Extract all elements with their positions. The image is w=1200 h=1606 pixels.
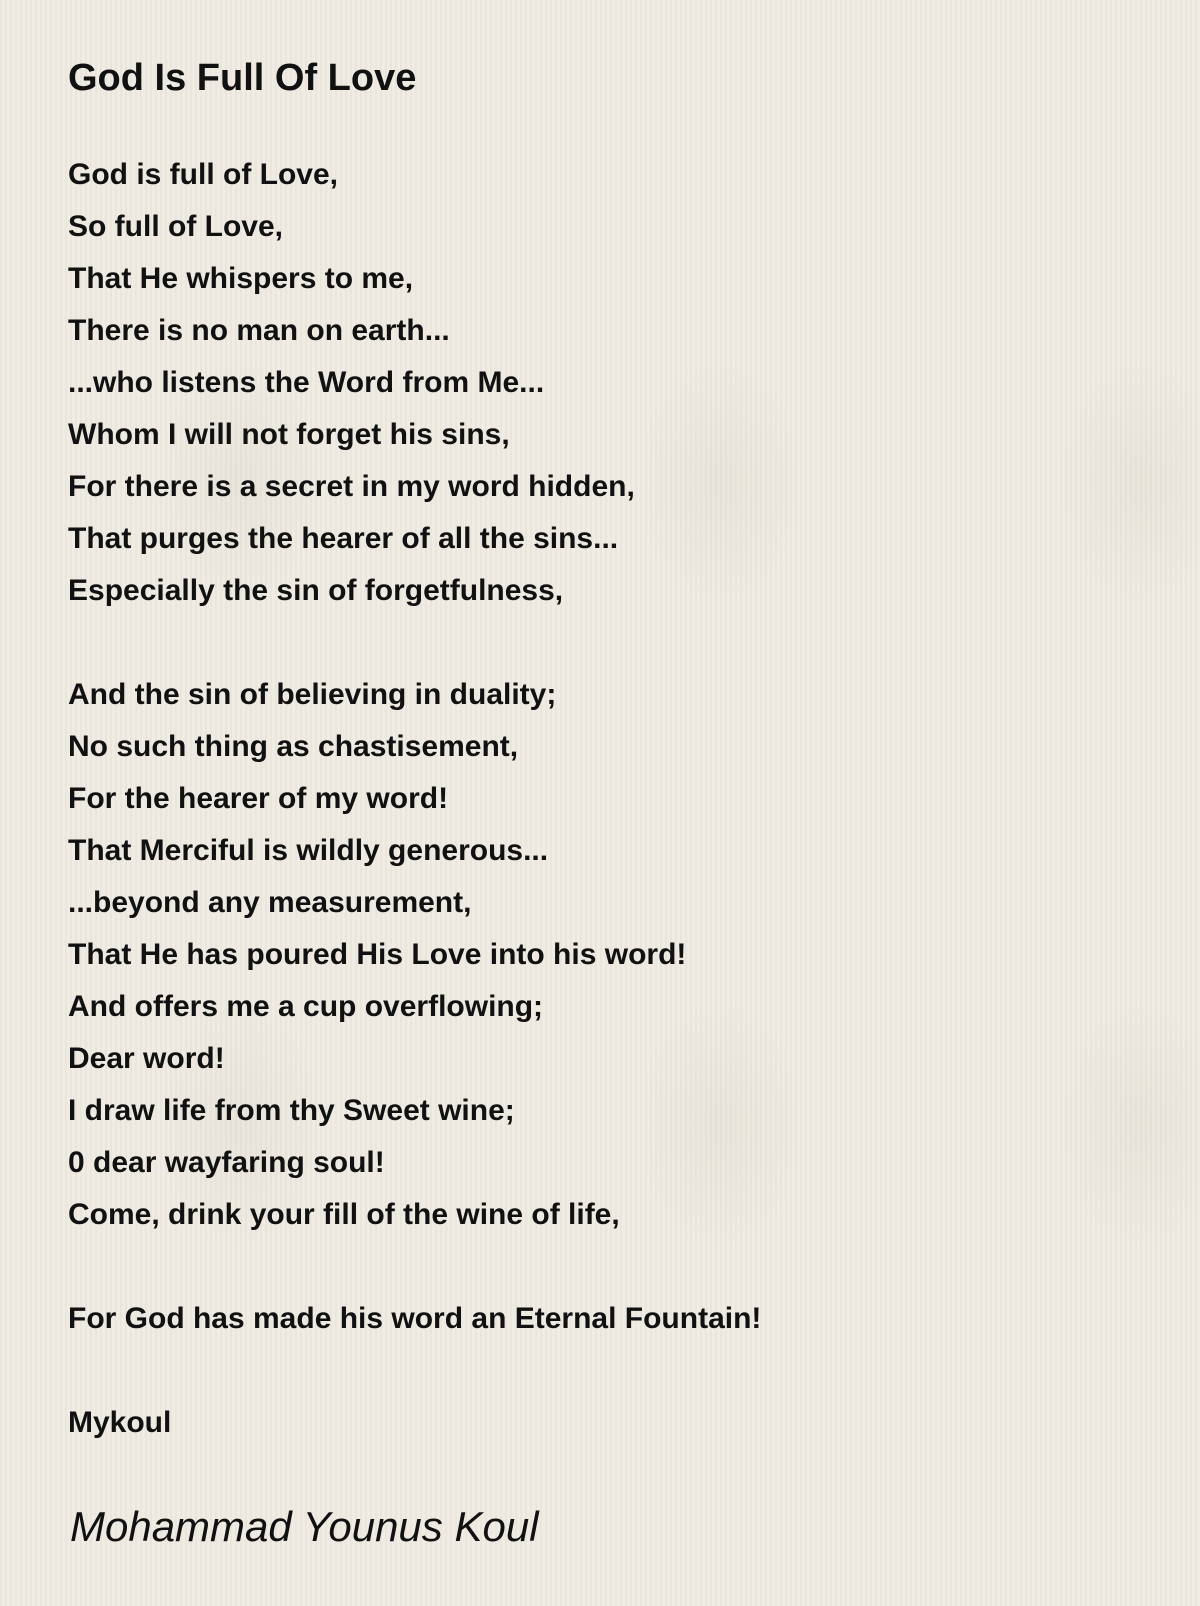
poem-line: ...who listens the Word from Me... [68,366,545,399]
poem-body [68,149,761,1449]
poem-line: ...beyond any measurement, [68,886,472,919]
poem-line: Dear word! [68,1042,225,1075]
poem-sign-off: Mykoul [68,1406,172,1439]
stanza-break [68,1345,761,1397]
poem-line: That He whispers to me, [68,262,414,295]
author-name: Mohammad Younus Koul [70,1503,539,1550]
poem-line: And the sin of believing in duality; [68,678,557,711]
stanza-break [68,617,761,669]
poem-line: That He has poured His Love into his word! [68,938,687,971]
poem-line: That Merciful is wildly generous... [68,834,549,867]
poem-line: For the hearer of my word! [68,782,449,815]
poem-line: So full of Love, [68,210,283,243]
poem-line: Come, drink your fill of the wine of life, [68,1198,620,1231]
poem-line: For God has made his word an Eternal Fountain! [68,1302,762,1335]
poem-line: Especially the sin of forgetfulness, [68,574,564,607]
poem-line: That purges the hearer of all the sins... [68,522,619,555]
poem-line: No such thing as chastisement, [68,730,519,763]
poem-line: God is full of Love, [68,158,338,191]
poem-title: God Is Full Of Love [68,57,417,99]
poem-line: And offers me a cup overflowing; [68,990,544,1023]
poem-line: Whom I will not forget his sins, [68,418,510,451]
stanza-break [68,1241,761,1293]
poem-line: I draw life from thy Sweet wine; [68,1094,515,1127]
poem-line: For there is a secret in my word hidden, [68,470,635,503]
poem-line: 0 dear wayfaring soul! [68,1146,385,1179]
poem-line: There is no man on earth... [68,314,450,347]
